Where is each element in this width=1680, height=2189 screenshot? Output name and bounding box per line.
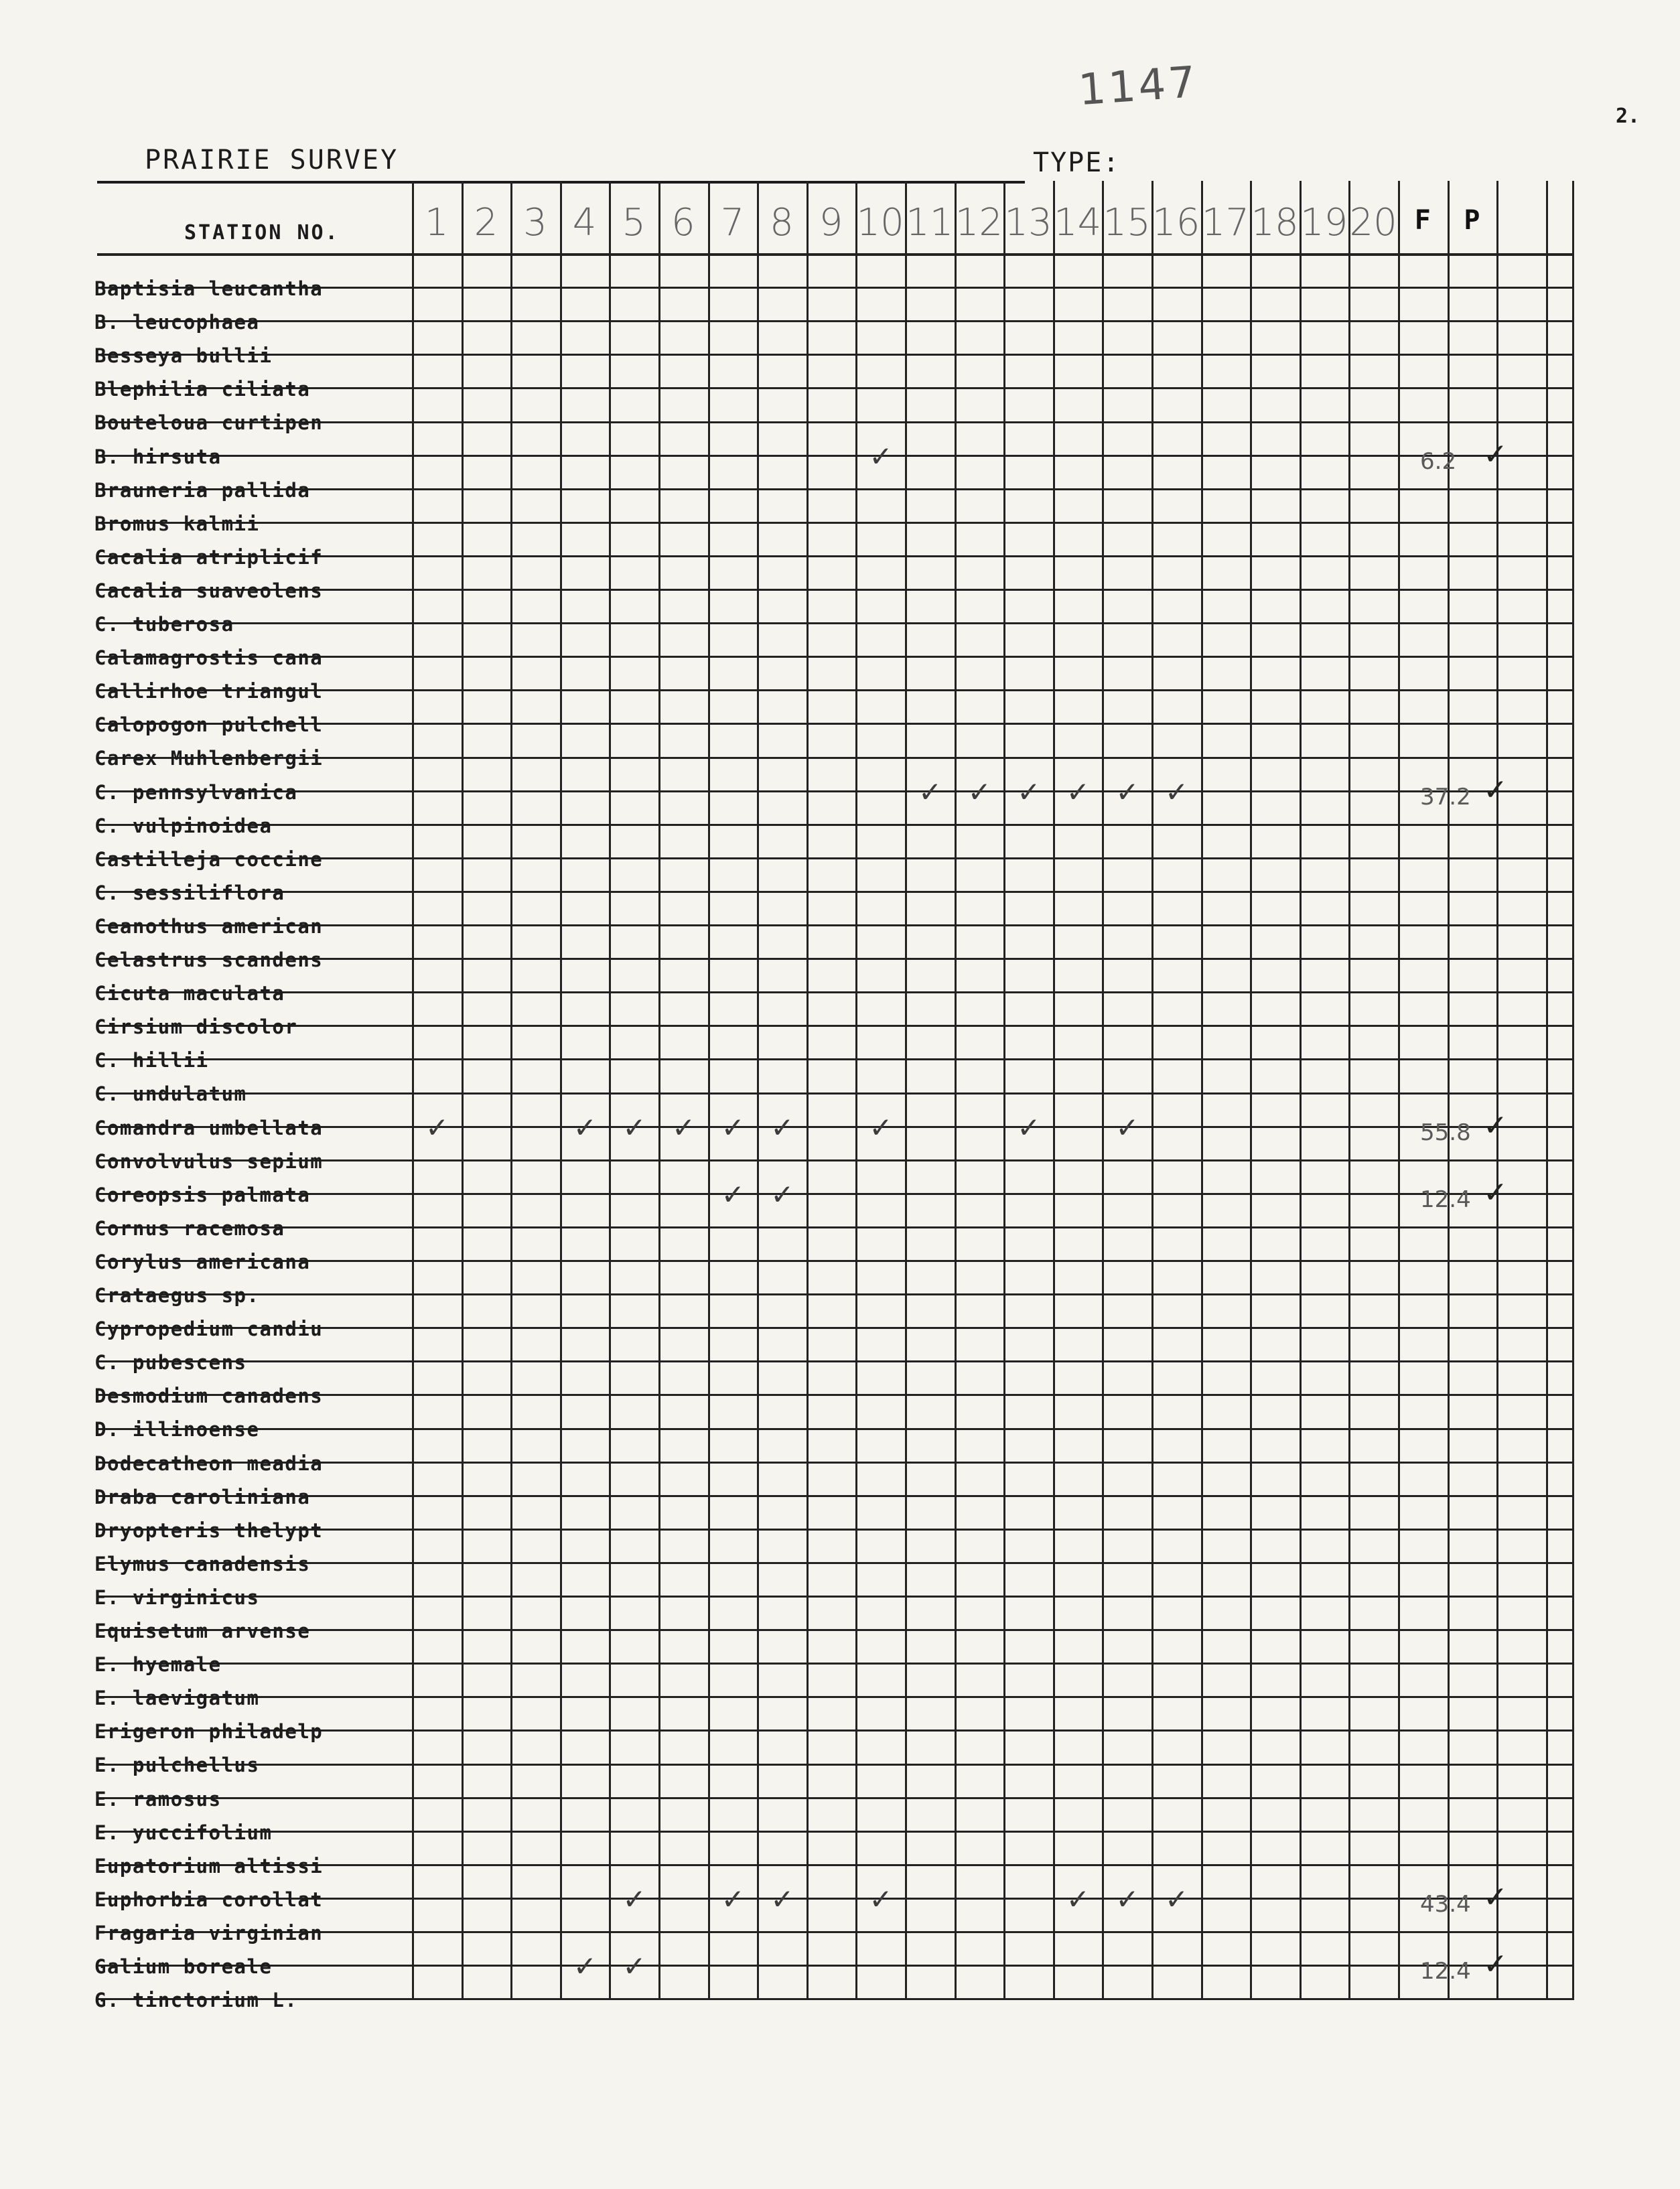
species-name: Cirsium discolor bbox=[94, 1015, 298, 1039]
row-rule bbox=[97, 488, 1574, 490]
column-rule bbox=[1053, 181, 1055, 1998]
column-header: 4 bbox=[572, 201, 597, 244]
station-check-mark: ✓ bbox=[1066, 1882, 1090, 1916]
column-header: 1 bbox=[424, 201, 449, 244]
presence-mark: ✓ bbox=[1483, 1880, 1508, 1914]
page-number: 2. bbox=[1616, 104, 1640, 128]
row-rule bbox=[97, 1260, 1574, 1262]
column-rule bbox=[1201, 181, 1203, 1998]
species-name: Calamagrostis cana bbox=[94, 646, 324, 670]
column-rule bbox=[905, 181, 907, 1998]
row-rule bbox=[97, 1562, 1574, 1564]
species-name: Elymus canadensis bbox=[94, 1552, 311, 1575]
station-label: STATION NO. bbox=[184, 221, 340, 244]
species-name: E. hyemale bbox=[94, 1653, 222, 1677]
species-name: C. hillii bbox=[94, 1049, 209, 1072]
row-rule bbox=[97, 1596, 1574, 1598]
species-name: Callirhoe triangul bbox=[94, 680, 324, 703]
column-rule bbox=[757, 181, 759, 1998]
station-check-mark: ✓ bbox=[672, 1111, 696, 1144]
row-rule bbox=[97, 1696, 1574, 1698]
row-rule bbox=[97, 320, 1574, 322]
species-name: Cypropedium candiu bbox=[94, 1318, 324, 1341]
station-check-mark: ✓ bbox=[1115, 775, 1139, 808]
species-name: Bromus kalmii bbox=[94, 512, 260, 535]
row-rule bbox=[97, 1092, 1574, 1094]
column-rule bbox=[1300, 181, 1302, 1998]
column-header: 5 bbox=[622, 201, 646, 244]
species-name: Crataegus sp. bbox=[94, 1284, 260, 1307]
station-check-mark: ✓ bbox=[573, 1950, 597, 1983]
row-rule bbox=[97, 522, 1574, 524]
species-name: C. vulpinoidea bbox=[94, 814, 273, 837]
column-header: 12 bbox=[955, 201, 1003, 244]
row-rule bbox=[97, 1058, 1574, 1060]
row-rule bbox=[97, 1226, 1574, 1228]
column-rule bbox=[708, 181, 710, 1998]
species-name: Euphorbia corollat bbox=[94, 1888, 324, 1911]
column-rule bbox=[1546, 181, 1548, 1998]
species-name: Comandra umbellata bbox=[94, 1116, 324, 1139]
column-header: 20 bbox=[1349, 201, 1397, 244]
presence-mark: ✓ bbox=[1483, 1947, 1508, 1981]
station-check-mark: ✓ bbox=[770, 1178, 794, 1211]
presence-mark: ✓ bbox=[1483, 437, 1508, 472]
row-rule bbox=[97, 253, 1574, 256]
station-check-mark: ✓ bbox=[721, 1111, 745, 1144]
column-rule bbox=[658, 181, 660, 1998]
row-rule bbox=[97, 1293, 1574, 1295]
column-header: 16 bbox=[1152, 201, 1200, 244]
column-header: 17 bbox=[1201, 201, 1250, 244]
column-rule bbox=[1250, 181, 1252, 1998]
station-check-mark: ✓ bbox=[770, 1111, 794, 1144]
frequency-value: 37.2 bbox=[1420, 783, 1471, 810]
row-rule bbox=[97, 790, 1574, 792]
station-check-mark: ✓ bbox=[869, 439, 893, 473]
row-rule bbox=[97, 387, 1574, 389]
species-name: E. yuccifolium bbox=[94, 1821, 273, 1844]
column-header: P bbox=[1464, 205, 1480, 236]
species-name: Carex Muhlenbergii bbox=[94, 747, 324, 770]
column-rule bbox=[560, 181, 562, 1998]
column-rule bbox=[1102, 181, 1104, 1998]
species-name: C. tuberosa bbox=[94, 613, 234, 636]
station-check-mark: ✓ bbox=[1165, 775, 1189, 808]
row-rule bbox=[97, 1797, 1574, 1799]
species-name: Besseya bullii bbox=[94, 344, 273, 368]
frequency-value: 6.2 bbox=[1420, 447, 1457, 475]
station-check-mark: ✓ bbox=[1115, 1882, 1139, 1916]
column-rule bbox=[462, 181, 464, 1998]
station-check-mark: ✓ bbox=[721, 1882, 745, 1916]
form-title: PRAIRIE SURVEY bbox=[145, 145, 399, 175]
column-rule bbox=[1151, 181, 1153, 1998]
species-name: Baptisia leucantha bbox=[94, 277, 324, 300]
species-name: G. tinctorium L. bbox=[94, 1989, 298, 2012]
species-name: Brauneria pallida bbox=[94, 478, 311, 502]
frequency-value: 12.4 bbox=[1420, 1186, 1471, 1213]
row-rule bbox=[97, 1764, 1574, 1766]
column-rule bbox=[1398, 181, 1400, 1998]
presence-mark: ✓ bbox=[1483, 1175, 1508, 1210]
species-name: Draba caroliniana bbox=[94, 1485, 311, 1508]
row-rule bbox=[97, 1193, 1574, 1195]
station-check-mark: ✓ bbox=[622, 1882, 646, 1916]
station-check-mark: ✓ bbox=[918, 775, 942, 808]
column-rule bbox=[510, 181, 512, 1998]
column-header: 18 bbox=[1251, 201, 1299, 244]
column-header: 6 bbox=[671, 201, 695, 244]
type-label: TYPE: bbox=[1033, 147, 1121, 178]
row-rule bbox=[97, 1831, 1574, 1833]
column-header: F bbox=[1414, 205, 1431, 236]
row-rule bbox=[97, 622, 1574, 624]
column-header: 9 bbox=[819, 201, 843, 244]
frequency-value: 55.8 bbox=[1420, 1119, 1471, 1146]
species-name: C. undulatum bbox=[94, 1082, 247, 1106]
species-name: Blephilia ciliata bbox=[94, 378, 311, 401]
row-rule bbox=[97, 1360, 1574, 1362]
species-name: Cicuta maculata bbox=[94, 982, 285, 1005]
column-rule bbox=[855, 181, 857, 1998]
species-name: Eupatorium altissi bbox=[94, 1854, 324, 1878]
column-header: 3 bbox=[523, 201, 547, 244]
column-header: 2 bbox=[474, 201, 498, 244]
row-rule bbox=[97, 1025, 1574, 1027]
column-rule bbox=[955, 181, 957, 1998]
station-check-mark: ✓ bbox=[425, 1111, 449, 1144]
species-name: E. ramosus bbox=[94, 1787, 222, 1811]
species-name: E. laevigatum bbox=[94, 1687, 260, 1710]
column-rule bbox=[412, 181, 414, 1998]
frame-right-border bbox=[1572, 181, 1574, 1998]
species-name: Celastrus scandens bbox=[94, 948, 324, 971]
species-name: Calopogon pulchell bbox=[94, 713, 324, 737]
species-name: E. virginicus bbox=[94, 1585, 260, 1609]
column-header: 10 bbox=[856, 201, 904, 244]
station-check-mark: ✓ bbox=[573, 1111, 597, 1144]
row-rule bbox=[97, 1495, 1574, 1497]
station-check-mark: ✓ bbox=[622, 1950, 646, 1983]
presence-mark: ✓ bbox=[1483, 772, 1508, 807]
station-check-mark: ✓ bbox=[1115, 1111, 1139, 1144]
row-rule bbox=[97, 1965, 1574, 1967]
station-check-mark: ✓ bbox=[1066, 775, 1090, 808]
station-check-mark: ✓ bbox=[1165, 1882, 1189, 1916]
row-rule bbox=[97, 455, 1574, 457]
species-name: Erigeron philadelp bbox=[94, 1720, 324, 1744]
row-rule bbox=[97, 1629, 1574, 1631]
row-rule bbox=[97, 824, 1574, 826]
species-name: Cacalia suaveolens bbox=[94, 579, 324, 602]
station-check-mark: ✓ bbox=[869, 1111, 893, 1144]
species-name: E. pulchellus bbox=[94, 1754, 260, 1777]
row-rule bbox=[97, 991, 1574, 993]
column-rule bbox=[609, 181, 611, 1998]
species-name: Ceanothus american bbox=[94, 914, 324, 938]
species-name: Dryopteris thelypt bbox=[94, 1519, 324, 1542]
species-name: Cornus racemosa bbox=[94, 1216, 285, 1240]
column-header: 11 bbox=[906, 201, 954, 244]
station-check-mark: ✓ bbox=[721, 1178, 745, 1211]
presence-mark: ✓ bbox=[1483, 1108, 1508, 1143]
species-name: Desmodium canadens bbox=[94, 1385, 324, 1408]
row-rule bbox=[97, 891, 1574, 893]
species-name: C. pennsylvanica bbox=[94, 780, 298, 804]
species-name: Dodecatheon meadia bbox=[94, 1452, 324, 1475]
frequency-value: 12.4 bbox=[1420, 1958, 1471, 1985]
column-header: 13 bbox=[1004, 201, 1052, 244]
species-name: D. illinoense bbox=[94, 1418, 260, 1441]
column-header: 14 bbox=[1053, 201, 1102, 244]
column-rule bbox=[1348, 181, 1350, 1998]
species-name: B. leucophaea bbox=[94, 311, 260, 334]
station-check-mark: ✓ bbox=[770, 1882, 794, 1916]
column-rule bbox=[1003, 181, 1005, 1998]
station-check-mark: ✓ bbox=[622, 1111, 646, 1144]
species-name: Bouteloua curtipen bbox=[94, 411, 324, 435]
species-name: Coreopsis palmata bbox=[94, 1183, 311, 1206]
archive-number: 1147 bbox=[1076, 57, 1200, 116]
row-rule bbox=[97, 1428, 1574, 1430]
column-header: 15 bbox=[1103, 201, 1151, 244]
species-name: C. sessiliflora bbox=[94, 881, 285, 904]
species-name: Fragaria virginian bbox=[94, 1921, 324, 1945]
column-header: 19 bbox=[1300, 201, 1348, 244]
column-header: 8 bbox=[770, 201, 794, 244]
station-check-mark: ✓ bbox=[1017, 775, 1041, 808]
station-check-mark: ✓ bbox=[869, 1882, 893, 1916]
species-name: Castilleja coccine bbox=[94, 847, 324, 871]
station-check-mark: ✓ bbox=[1017, 1111, 1041, 1144]
frequency-value: 43.4 bbox=[1420, 1890, 1471, 1918]
row-rule bbox=[97, 1663, 1574, 1665]
row-rule bbox=[97, 1998, 1574, 2000]
row-rule bbox=[97, 354, 1574, 356]
species-name: Cacalia atriplicif bbox=[94, 545, 324, 569]
column-rule bbox=[807, 181, 809, 1998]
species-name: Convolvulus sepium bbox=[94, 1149, 324, 1173]
species-name: C. pubescens bbox=[94, 1351, 247, 1374]
species-name: Corylus americana bbox=[94, 1250, 311, 1273]
species-name: B. hirsuta bbox=[94, 445, 222, 468]
species-name: Galium boreale bbox=[94, 1955, 273, 1978]
species-name: Equisetum arvense bbox=[94, 1620, 311, 1642]
column-header: 7 bbox=[720, 201, 745, 244]
station-check-mark: ✓ bbox=[967, 775, 991, 808]
